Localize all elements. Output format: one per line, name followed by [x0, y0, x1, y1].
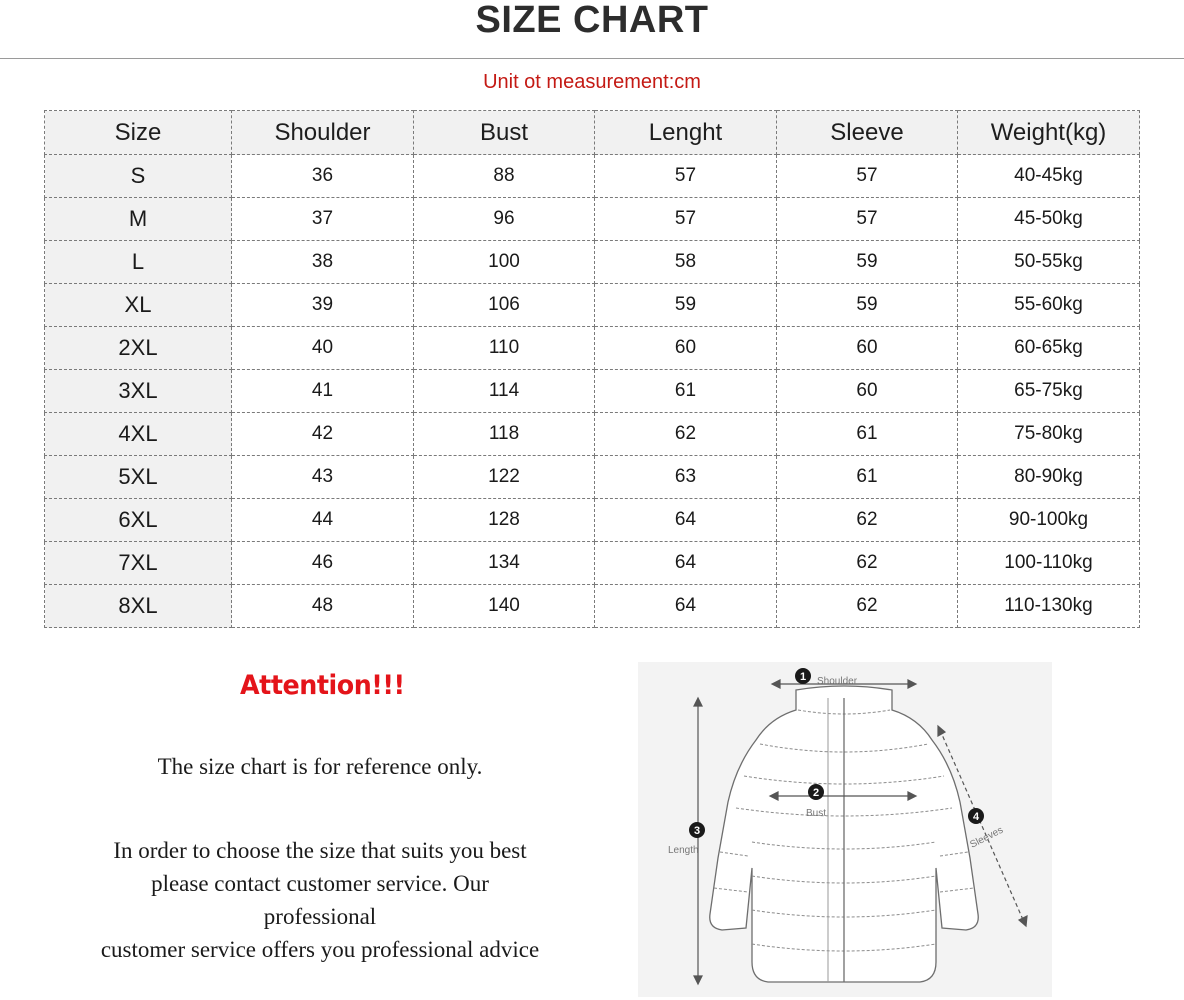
table-row [45, 284, 1140, 327]
cell-weight: 65-75kg [958, 370, 1140, 413]
cell-sleeve: 59 [777, 284, 958, 327]
contact-note-line: please contact customer service. Our [151, 871, 489, 896]
cell-shoulder: 41 [232, 370, 414, 413]
cell-length: 57 [595, 155, 777, 198]
cell-bust: 110 [414, 327, 595, 370]
jacket-illustration [638, 662, 1052, 997]
cell-length: 64 [595, 499, 777, 542]
cell-sleeve: 57 [777, 155, 958, 198]
sleeve-arrowhead-bottom [1019, 916, 1027, 926]
cell-bust: 88 [414, 155, 595, 198]
cell-length: 58 [595, 241, 777, 284]
cell-weight: 60-65kg [958, 327, 1140, 370]
page-title: SIZE CHART [475, 0, 709, 41]
cell-sleeve: 60 [777, 327, 958, 370]
cell-bust: 140 [414, 585, 595, 628]
cell-length: 62 [595, 413, 777, 456]
cell-size: L [45, 241, 232, 284]
table-row [45, 585, 1140, 628]
sleeve-arrowhead-top [938, 726, 945, 736]
cell-sleeve: 62 [777, 499, 958, 542]
cell-bust: 128 [414, 499, 595, 542]
cell-sleeve: 57 [777, 198, 958, 241]
bust-label: Bust [806, 808, 827, 819]
length-arrowhead-bottom [694, 976, 702, 984]
column-header-sleeve: Sleeve [777, 111, 958, 155]
cell-length: 57 [595, 198, 777, 241]
cell-bust: 122 [414, 456, 595, 499]
column-header-weight: Weight(kg) [958, 111, 1140, 155]
length-arrowhead-top [694, 698, 702, 706]
cell-bust: 106 [414, 284, 595, 327]
cell-shoulder: 36 [232, 155, 414, 198]
marker-3: 3 [693, 825, 701, 837]
shoulder-arrowhead-left [772, 680, 780, 688]
cell-bust: 118 [414, 413, 595, 456]
column-header-length: Lenght [595, 111, 777, 155]
table-row [45, 542, 1140, 585]
shoulder-arrowhead-right [908, 680, 916, 688]
cell-length: 60 [595, 327, 777, 370]
cell-length: 64 [595, 585, 777, 628]
cell-sleeve: 61 [777, 456, 958, 499]
cell-weight: 80-90kg [958, 456, 1140, 499]
marker-2: 2 [812, 787, 820, 799]
cell-weight: 75-80kg [958, 413, 1140, 456]
cell-size: 7XL [45, 542, 232, 585]
cell-weight: 50-55kg [958, 241, 1140, 284]
cell-shoulder: 42 [232, 413, 414, 456]
cell-bust: 100 [414, 241, 595, 284]
cell-shoulder: 37 [232, 198, 414, 241]
cell-size: 6XL [45, 499, 232, 542]
cell-length: 64 [595, 542, 777, 585]
cell-shoulder: 46 [232, 542, 414, 585]
length-label: Length [668, 845, 699, 856]
column-header-shoulder: Shoulder [232, 111, 414, 155]
cell-bust: 114 [414, 370, 595, 413]
cell-weight: 40-45kg [958, 155, 1140, 198]
cell-length: 61 [595, 370, 777, 413]
cell-sleeve: 62 [777, 542, 958, 585]
cell-length: 63 [595, 456, 777, 499]
cell-bust: 96 [414, 198, 595, 241]
contact-note-line: In order to choose the size that suits you best [113, 838, 527, 863]
cell-sleeve: 59 [777, 241, 958, 284]
column-header-bust: Bust [414, 111, 595, 155]
cell-sleeve: 61 [777, 413, 958, 456]
sleeves-label: Sleeves [968, 824, 1006, 851]
cell-sleeve: 62 [777, 585, 958, 628]
cell-shoulder: 38 [232, 241, 414, 284]
reference-note: The size chart is for reference only. [157, 754, 483, 779]
contact-note [30, 834, 610, 966]
jacket-measurement-diagram [638, 662, 1052, 997]
cell-shoulder: 44 [232, 499, 414, 542]
attention-heading: Attention!!! [240, 670, 405, 701]
cell-weight: 55-60kg [958, 284, 1140, 327]
title-divider [0, 58, 1184, 59]
size-table [44, 110, 1140, 628]
cell-length: 59 [595, 284, 777, 327]
cell-size: 4XL [45, 413, 232, 456]
marker-4: 4 [972, 811, 980, 823]
cell-size: 8XL [45, 585, 232, 628]
table-row [45, 456, 1140, 499]
table-row [45, 370, 1140, 413]
cell-bust: 134 [414, 542, 595, 585]
table-row [45, 198, 1140, 241]
cell-sleeve: 60 [777, 370, 958, 413]
cell-weight: 110-130kg [958, 585, 1140, 628]
table-row [45, 413, 1140, 456]
cell-size: XL [45, 284, 232, 327]
cell-shoulder: 39 [232, 284, 414, 327]
cell-weight: 100-110kg [958, 542, 1140, 585]
table-body [45, 155, 1140, 628]
marker-1: 1 [799, 671, 807, 683]
cell-size: 2XL [45, 327, 232, 370]
cell-shoulder: 43 [232, 456, 414, 499]
column-header-size: Size [45, 111, 232, 155]
shoulder-label: Shoulder [817, 676, 858, 687]
cell-shoulder: 48 [232, 585, 414, 628]
table-row [45, 241, 1140, 284]
cell-size: 3XL [45, 370, 232, 413]
cell-size: M [45, 198, 232, 241]
cell-size: 5XL [45, 456, 232, 499]
contact-note-line: professional [263, 904, 377, 929]
table-row [45, 155, 1140, 198]
table-row [45, 327, 1140, 370]
cell-weight: 90-100kg [958, 499, 1140, 542]
table-header-row [45, 111, 1140, 155]
table-row [45, 499, 1140, 542]
cell-weight: 45-50kg [958, 198, 1140, 241]
cell-size: S [45, 155, 232, 198]
unit-note: Unit ot measurement:cm [483, 71, 701, 93]
cell-shoulder: 40 [232, 327, 414, 370]
contact-note-line: customer service offers you professional advice [100, 937, 540, 962]
